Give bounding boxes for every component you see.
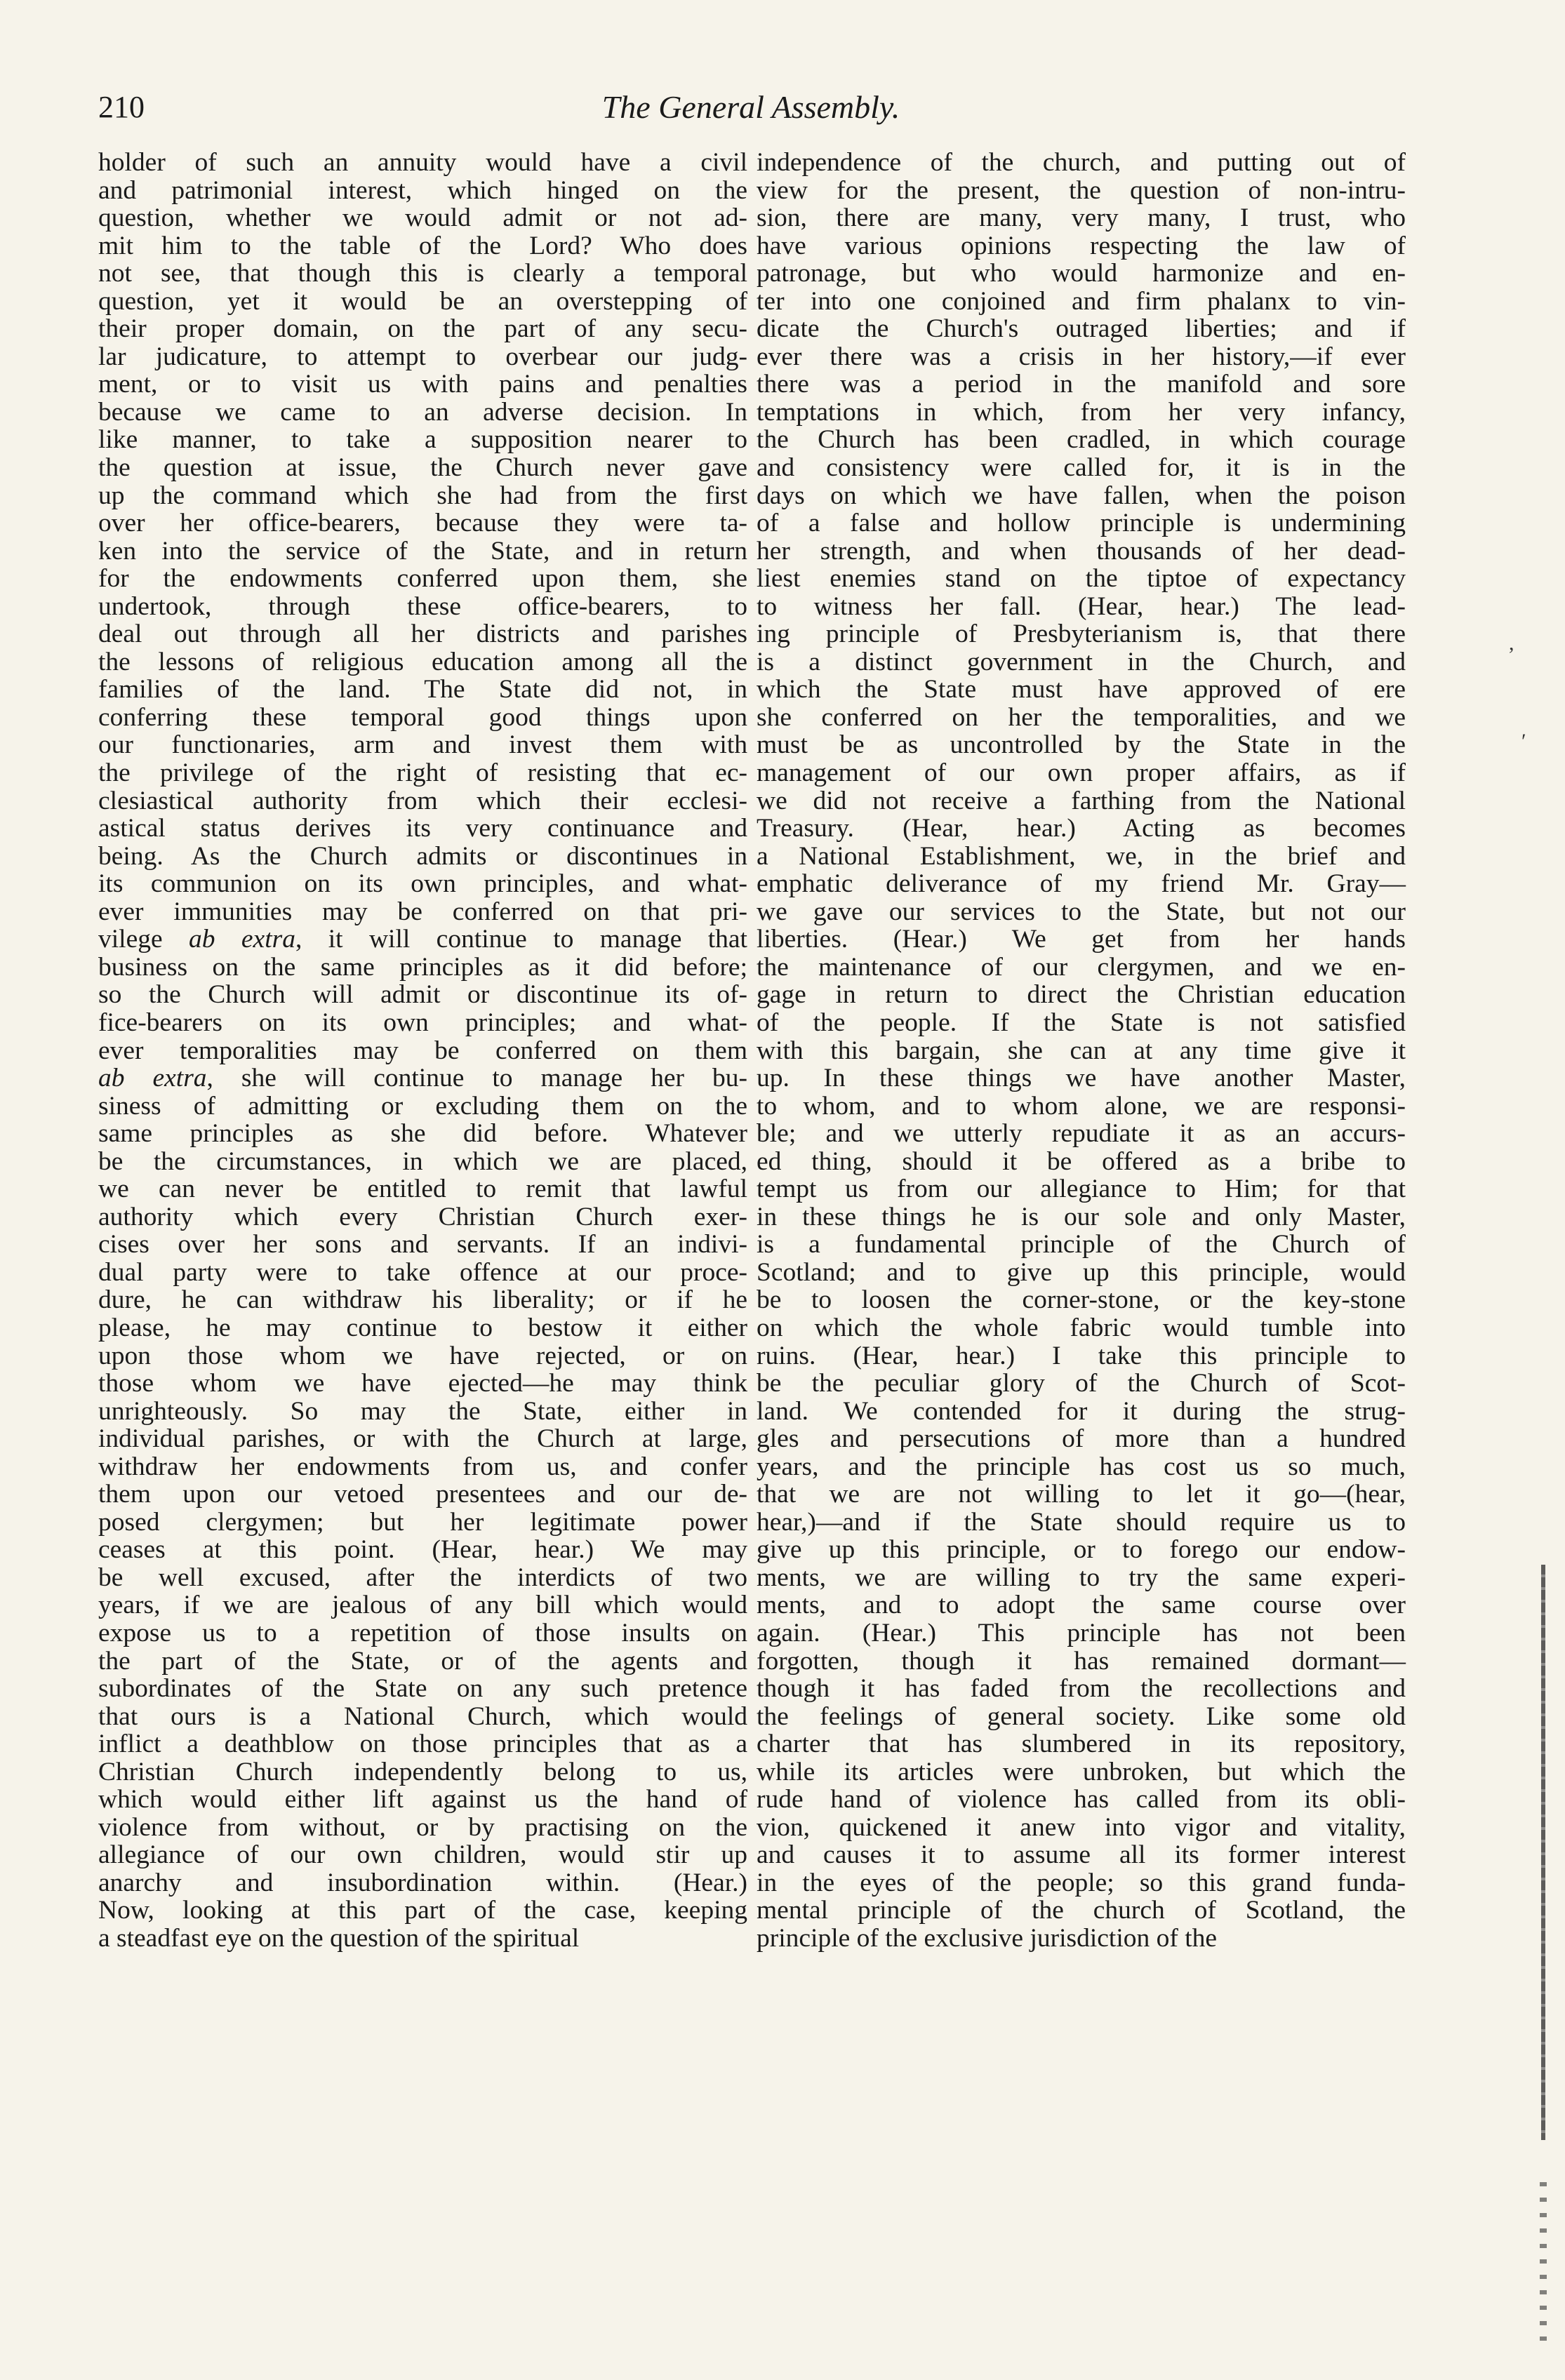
text-line: patronage, but who would harmonize and en- <box>757 259 1406 288</box>
text-line: there was a period in the manifold and sore <box>757 370 1406 399</box>
text-line: view for the present, the question of non-intru- <box>757 175 1406 205</box>
text-line: be well excused, after the interdicts of two <box>98 1563 747 1592</box>
text-line: ter into one conjoined and firm phalanx to vin- <box>757 286 1406 316</box>
text-line: rude hand of violence has called from its obli- <box>757 1785 1406 1814</box>
text-line: that ours is a National Church, which would <box>98 1702 747 1731</box>
text-line: management of our own proper affairs, as if <box>757 758 1406 788</box>
text-line: she conferred on her the temporalities, and we <box>757 702 1406 732</box>
margin-binding-marks <box>1537 1565 1558 2365</box>
binding-dots <box>1540 2182 1547 2351</box>
text-line: ments, and to adopt the same course over <box>757 1591 1406 1620</box>
page-header <box>98 83 1404 132</box>
text-line: its communion on its own principles, and what- <box>98 869 747 899</box>
text-line: our functionaries, arm and invest them with <box>98 730 747 760</box>
text-line: their proper domain, on the part of any secu- <box>98 314 747 344</box>
text-line: being. As the Church admits or discontinues in <box>98 841 747 871</box>
right-column <box>757 149 1406 1953</box>
margin-speck: ′ <box>1521 730 1526 753</box>
text-line: allegiance of our own children, would stir up <box>98 1840 747 1870</box>
text-line: question, whether we would admit or not ad- <box>98 203 747 233</box>
text-line: is a fundamental principle of the Church of <box>757 1230 1406 1259</box>
text-line: dicate the Church's outraged liberties; and if <box>757 314 1406 344</box>
text-line: ed thing, should it be offered as a bribe to <box>757 1146 1406 1176</box>
text-line: posed clergymen; but her legitimate power <box>98 1507 747 1537</box>
text-line: ken into the service of the State, and in return <box>98 536 747 566</box>
text-line: is a distinct government in the Church, and <box>757 647 1406 676</box>
text-line: subordinates of the State on any such pretence <box>98 1674 747 1704</box>
running-title: The General Assembly. <box>601 89 900 125</box>
text-line: years, if we are jealous of any bill which would <box>98 1591 747 1620</box>
text-line: those whom we have ejected—he may think <box>98 1369 747 1398</box>
text-line: with this bargain, she can at any time give it <box>757 1036 1406 1065</box>
text-line: though it has faded from the recollections and <box>757 1674 1406 1704</box>
italic-phrase: ab extra <box>98 1064 207 1093</box>
text-line: must be as uncontrolled by the State in the <box>757 730 1406 760</box>
text-line: and patrimonial interest, which hinged on the <box>98 175 747 205</box>
text-line: dual party were to take offence at our proce- <box>98 1257 747 1287</box>
text-line: the lessons of religious education among all the <box>98 647 747 676</box>
text-line: hear,)—and if the State should require us to <box>757 1507 1406 1537</box>
text-line: not see, that though this is clearly a temporal <box>98 259 747 288</box>
text-line: gles and persecutions of more than a hundred <box>757 1424 1406 1454</box>
text-line: individual parishes, or with the Church at large, <box>98 1424 747 1454</box>
text-line: the question at issue, the Church never gave <box>98 453 747 483</box>
text-line: liest enemies stand on the tiptoe of expectancy <box>757 564 1406 594</box>
text-line: so the Church will admit or discontinue its of- <box>98 980 747 1010</box>
text-line: siness of admitting or excluding them on the <box>98 1091 747 1121</box>
text-line: up the command which she had from the first <box>98 481 747 510</box>
text-line: over her office-bearers, because they were ta- <box>98 509 747 538</box>
text-line: a steadfast eye on the question of the spiritual <box>98 1924 580 1953</box>
text-line: vion, quickened it anew into vigor and vitality, <box>757 1812 1406 1842</box>
margin-speck: , <box>1509 631 1514 655</box>
text-line: while its articles were unbroken, but which the <box>757 1757 1406 1786</box>
text-line: we can never be entitled to remit that lawful <box>98 1175 747 1204</box>
text-line: ruins. (Hear, hear.) I take this principle to <box>757 1341 1406 1370</box>
text-line: which would either lift against us the hand of <box>98 1785 747 1814</box>
text-line: emphatic deliverance of my friend Mr. Gray— <box>757 869 1406 899</box>
text-line: land. We contended for it during the strug- <box>757 1396 1406 1426</box>
text-line: forgotten, though it has remained dormant— <box>757 1646 1406 1676</box>
text-line: ever temporalities may be conferred on them <box>98 1036 747 1065</box>
text-line: families of the land. The State did not, in <box>98 675 747 704</box>
text-line: undertook, through these office-bearers, to <box>98 591 747 621</box>
text-line: of a false and hollow principle is undermining <box>757 509 1406 538</box>
text-line: we did not receive a farthing from the National <box>757 786 1406 815</box>
text-line: because we came to an adverse decision. In <box>98 397 747 427</box>
text-line: tempt us from our allegiance to Him; for that <box>757 1175 1406 1204</box>
text-line: gage in return to direct the Christian education <box>757 980 1406 1010</box>
text-line: Treasury. (Hear, hear.) Acting as becomes <box>757 814 1406 843</box>
text-line: same principles as she did before. Whatever <box>98 1119 747 1149</box>
text-line: vilege ab extra, it will continue to manage that <box>98 925 747 954</box>
text-line: have various opinions respecting the law of <box>757 231 1406 260</box>
text-line: ever immunities may be conferred on that pri- <box>98 897 747 926</box>
text-line: ments, we are willing to try the same experi- <box>757 1563 1406 1592</box>
text-line: withdraw her endowments from us, and confer <box>98 1452 747 1481</box>
text-line: dure, he can withdraw his liberality; or if he <box>98 1285 747 1315</box>
text-line: inflict a deathblow on those principles that as a <box>98 1730 747 1759</box>
text-line: mental principle of the church of Scotland, the <box>757 1896 1406 1925</box>
text-line: give up this principle, or to forego our endow- <box>757 1535 1406 1565</box>
text-line: mit him to the table of the Lord? Who does <box>98 231 747 260</box>
text-line: in the eyes of the people; so this grand funda- <box>757 1868 1406 1897</box>
text-line: ab extra, she will continue to manage her bu- <box>98 1064 747 1093</box>
text-line: authority which every Christian Church exer- <box>98 1202 747 1231</box>
text-line: business on the same principles as it did before; <box>98 952 747 982</box>
text-line: days on which we have fallen, when the poison <box>757 481 1406 510</box>
text-line: please, he may continue to bestow it either <box>98 1313 747 1342</box>
text-line: of the people. If the State is not satisfied <box>757 1008 1406 1037</box>
text-line: ble; and we utterly repudiate it as an accurs- <box>757 1119 1406 1149</box>
text-line: ever there was a crisis in her history,—if ever <box>757 342 1406 371</box>
text-line: anarchy and insubordination within. (Hear.) <box>98 1868 747 1897</box>
text-line: cises over her sons and servants. If an indivi- <box>98 1230 747 1259</box>
text-line: her strength, and when thousands of her dead- <box>757 536 1406 566</box>
left-column <box>98 149 747 1953</box>
text-line: deal out through all her districts and parishes <box>98 620 747 649</box>
text-line: and consistency were called for, it is in the <box>757 453 1406 483</box>
text-line: for the endowments conferred upon them, she <box>98 564 747 594</box>
text-line: the part of the State, or of the agents and <box>98 1646 747 1676</box>
text-line: to witness her fall. (Hear, hear.) The lead- <box>757 591 1406 621</box>
text-line: ment, or to visit us with pains and penalties <box>98 370 747 399</box>
text-line: and causes it to assume all its former interest <box>757 1840 1406 1870</box>
binding-edge-mark <box>1541 1565 1545 2140</box>
text-line: up. In these things we have another Master, <box>757 1064 1406 1093</box>
text-line: on which the whole fabric would tumble into <box>757 1313 1406 1342</box>
text-line: the maintenance of our clergymen, and we en- <box>757 952 1406 982</box>
page-number: 210 <box>98 90 145 124</box>
text-line: violence from without, or by practising on the <box>98 1812 747 1842</box>
text-line: holder of such an annuity would have a civil <box>98 148 747 177</box>
text-line: in these things he is our sole and only Master, <box>757 1202 1406 1231</box>
text-line: sion, there are many, very many, I trust, who <box>757 203 1406 233</box>
text-line: be to loosen the corner-stone, or the key-stone <box>757 1285 1406 1315</box>
text-line: we gave our services to the State, but not our <box>757 897 1406 926</box>
text-line: again. (Hear.) This principle has not been <box>757 1618 1406 1647</box>
text-line: question, yet it would be an overstepping of <box>98 286 747 316</box>
text-line: principle of the exclusive jurisdiction of the <box>757 1924 1218 1953</box>
text-line: ceases at this point. (Hear, hear.) We may <box>98 1535 747 1565</box>
text-line: the feelings of general society. Like some old <box>757 1702 1406 1731</box>
text-line: fice-bearers on its own principles; and what- <box>98 1008 747 1037</box>
text-line: liberties. (Hear.) We get from her hands <box>757 925 1406 954</box>
text-line: them upon our vetoed presentees and our de- <box>98 1480 747 1509</box>
text-line: charter that has slumbered in its repository, <box>757 1730 1406 1759</box>
text-line: which the State must have approved of ere <box>757 675 1406 704</box>
text-line: that we are not willing to let it go—(hear, <box>757 1480 1406 1509</box>
text-line: the Church has been cradled, in which courage <box>757 425 1406 455</box>
text-line: like manner, to take a supposition nearer to <box>98 425 747 455</box>
text-line: years, and the principle has cost us so much, <box>757 1452 1406 1481</box>
text-line: temptations in which, from her very infancy, <box>757 397 1406 427</box>
text-line: Scotland; and to give up this principle, would <box>757 1257 1406 1287</box>
text-line: astical status derives its very continuance and <box>98 814 747 843</box>
text-line: ing principle of Presbyterianism is, that there <box>757 620 1406 649</box>
text-line: a National Establishment, we, in the brief and <box>757 841 1406 871</box>
text-line: lar judicature, to attempt to overbear our judg- <box>98 342 747 371</box>
text-line: to whom, and to whom alone, we are responsi- <box>757 1091 1406 1121</box>
text-line: Now, looking at this part of the case, keeping <box>98 1896 747 1925</box>
text-line: expose us to a repetition of those insults on <box>98 1618 747 1647</box>
italic-phrase: ab extra <box>189 925 295 954</box>
text-line: be the circumstances, in which we are placed, <box>98 1146 747 1176</box>
text-line: the privilege of the right of resisting that ec- <box>98 758 747 788</box>
text-line: clesiastical authority from which their ecclesi- <box>98 786 747 815</box>
text-line: upon those whom we have rejected, or on <box>98 1341 747 1370</box>
text-line: be the peculiar glory of the Church of Scot- <box>757 1369 1406 1398</box>
text-line: Christian Church independently belong to us, <box>98 1757 747 1786</box>
text-line: independence of the church, and putting out of <box>757 148 1406 177</box>
text-line: conferring these temporal good things upon <box>98 702 747 732</box>
text-line: unrighteously. So may the State, either in <box>98 1396 747 1426</box>
